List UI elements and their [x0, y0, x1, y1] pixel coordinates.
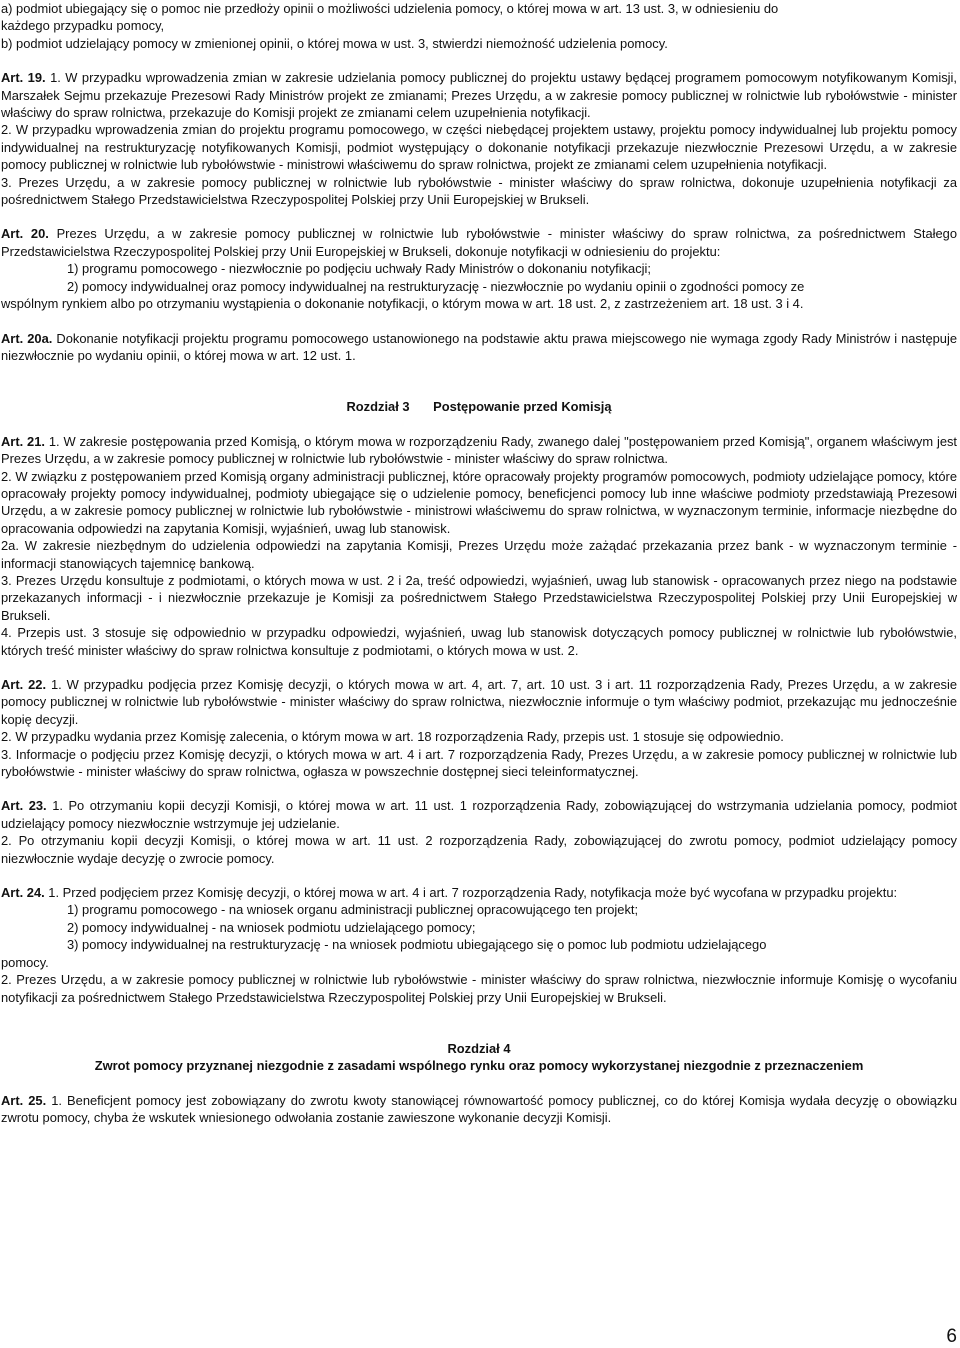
article-25 [1, 1092, 957, 1127]
article-19-p2: 2. W przypadku wprowadzenia zmian do projektu programu pomocowego, w części niebędącej projektem ustawy, projektu pomocy indywidualnej lub projektu pomocy indywidualnej na restrukturyzację notyfikowanych Komisji, podmiot występujący o dokonanie notyfikacji przekazuje niezwłocznie Prezesowi Urzędu, a w zakresie pomocy publicznej w rolnictwie lub rybołówstwie - ministrowi właściwemu do spraw rolnictwa, projekt ze zmianami celem uzupełnienia notyfikacji. [1, 122, 957, 173]
page-number: 6 [946, 1326, 957, 1347]
article-20 [1, 225, 957, 312]
article-24-p2: 2. Prezes Urzędu, a w zakresie pomocy publicznej w rolnictwie lub rybołówstwie - minister właściwy do spraw rolnictwa, niezwłocznie informuje Komisję o wycofaniu notyfikacji za pośrednictwem Stałego Przedstawicielstwa Rzeczypospolitej Polskiej przy Unii Europejskiej w Brukseli. [1, 972, 957, 1005]
article-21-label: Art. 21. [1, 433, 45, 449]
article-20a [1, 330, 957, 365]
article-24-item-2: 2) pomocy indywidualnej - na wniosek podmiotu udzielającego pomocy; [67, 919, 476, 935]
article-24-item-1: 1) programu pomocowego - na wniosek organu administracji publicznej opracowującego ten projekt; [67, 902, 639, 918]
article-20a-label: Art. 20a. [1, 330, 53, 346]
chapter-4-title: Zwrot pomocy przyznanej niezgodnie z zasadami wspólnego rynku oraz pomocy wykorzystanej niezgodnie z przeznaczeniem [94, 1058, 864, 1074]
article-24 [1, 884, 957, 1006]
article-20-intro: Prezes Urzędu, a w zakresie pomocy publicznej w rolnictwie lub rybołówstwie - minister właściwy do spraw rolnictwa, za pośrednictwem Stałego Przedstawicielstwa Rzeczypospolitej Polskiej przy Unii Europejskiej w Brukseli, dokonuje notyfikacji w odniesieniu do projektu: [1, 226, 957, 259]
chapter-3-title: Postępowanie przed Komisją [433, 399, 612, 415]
article-21-p4: 4. Przepis ust. 3 stosuje się odpowiednio w przypadku odpowiedzi, wyjaśnień, uwag lub stanowisk dotyczących pomocy publicznej w rolnictwie lub rybołówstwie, których treść minister właściwy do spraw rolnictwa konsultuje z podmiotami, o których mowa w ust. 2. [1, 625, 957, 658]
article-19-p1: 1. W przypadku wprowadzenia zmian w zakresie udzielania pomocy publicznej do projektu ustawy będącej programem pomocowym notyfikowanym Komisji, Marszałek Sejmu przekazuje Prezesowi Rady Ministrów projekt ze zmianami; Prezes Urzędu, a w zakresie pomocy publicznej w rolnictwie lub rybołówstwie - minister właściwy do spraw rolnictwa, przekazuje do Komisji projekt ze zmianami celem uzupełnienia notyfikacji. [1, 70, 957, 121]
article-20-item-1: 1) programu pomocowego - niezwłocznie po podjęciu uchwały Rady Ministrów o dokonaniu notyfikacji; [67, 261, 651, 277]
article-19-p3: 3. Prezes Urzędu, a w zakresie pomocy publicznej w rolnictwie lub rybołówstwie - minister właściwy do spraw rolnictwa, dokonuje uzupełnienia notyfikacji za pośrednictwem Stałego Przedstawicielstwa Rzeczypospolitej Polskiej przy Unii Europejskiej w Brukseli. [1, 174, 957, 208]
article-20-item-2: 2) pomocy indywidualnej oraz pomocy indywidualnej na restrukturyzację - niezwłocznie po wydaniu opinii o zgodności pomocy ze [67, 278, 805, 294]
article-22-p2: 2. W przypadku wydania przez Komisję zalecenia, o którym mowa w art. 18 rozporządzenia Rady, przepis ust. 1 stosuje się odpowiednio. [1, 729, 784, 745]
article-19-label: Art. 19. [1, 70, 46, 86]
article-21-p3: 3. Prezes Urzędu konsultuje z podmiotami, o których mowa w ust. 2 i 2a, treść odpowiedzi, wyjaśnień, uwag lub stanowisk - opracowanych przez niego na podstawie przekazanych informacji - i niezwłocznie przekazuje je Komisji za pośrednictwem Stałego Przedstawicielstwa Rzeczypospolitej Polskiej przy Unii Europejskiej w Brukseli. [1, 572, 957, 623]
article-24-intro: 1. Przed podjęciem przez Komisję decyzji, o której mowa w art. 4 i art. 7 rozporządzenia Rady, notyfikacja może być wycofana w przypadku projektu: [48, 885, 898, 901]
article-24-item-3: 3) pomocy indywidualnej na restrukturyzację - na wniosek podmiotu ubiegającego się o pomoc lub podmiotu udzielającego [67, 937, 767, 953]
article-20a-text: Dokonanie notyfikacji projektu programu pomocowego ustanowionego na podstawie aktu prawa miejscowego nie wymaga zgody Rady Ministrów i następuje niezwłocznie po wydaniu opinii, o której mowa w art. 12 ust. 1. [1, 330, 958, 363]
article-22-label: Art. 22. [1, 677, 47, 692]
article-20-item-2-cont: wspólnym rynkiem albo po otrzymaniu wystąpienia o dokonanie notyfikacji, o którym mowa w art. 18 ust. 2, z zastrzeżeniem art. 18 ust. 3 i 4. [1, 296, 804, 312]
article-19 [1, 69, 957, 208]
article-24-item-3-cont: pomocy. [1, 954, 49, 970]
article-24-label: Art. 24. [1, 885, 45, 901]
article-22-p3: 3. Informacje o podjęciu przez Komisję decyzji, o których mowa w art. 4 i art. 7 rozporządzenia Rady, Prezes Urzędu, a w zakresie pomocy publicznej w rolnictwie lub rybołówstwie - minister właściwy do spraw rolnictwa, ogłasza w powszechnie dostępnej sieci teleinformatycznej. [1, 746, 957, 780]
chapter-4-number: Rozdział 4 [447, 1040, 511, 1056]
article-21 [1, 433, 957, 659]
chapter-3-heading [1, 398, 957, 415]
article-21-p2a: 2a. W zakresie niezbędnym do udzielenia odpowiedzi na zapytania Komisji, Prezes Urzędu może zażądać przekazania przez bank - w wyznaczonym terminie - informacji stanowiących tajemnicę bankową. [1, 538, 957, 571]
item-a-continuation: każdego przypadku pomocy, [1, 18, 165, 34]
article-21-p2: 2. W związku z postępowaniem przed Komisją organy administracji publicznej, które opracowały projekty programów pomocowych, podmioty udzielające pomocy, które opracowały projekty pomocy indywidualnej, podmioty ubiegające się o udzielenie pomocy, beneficjenci pomocy lub inne właściwe podmioty przedstawiają Prezesowi Urzędu, a w zakresie pomocy publicznej w rolnictwie lub rybołówstwie - ministrowi właściwemu do spraw rolnictwa, w wyznaczonym terminie, informacje niezbędne do opracowania odpowiedzi na zapytania Komisji, wyjaśnień, uwag lub stanowisk. [1, 468, 957, 536]
article-22 [1, 676, 957, 780]
item-b: b) podmiot udzielający pomocy w zmienionej opinii, o której mowa w ust. 3, stwierdzi niemożność udzielenia pomocy. [1, 35, 668, 51]
article-22-p1: 1. W przypadku podjęcia przez Komisję decyzji, o których mowa w art. 4, art. 7, art. 10 ust. 3 i art. 11 rozporządzenia Rady, Prezes Urzędu, a w zakresie pomocy publicznej w rolnictwie lub rybołówstwie - minister właściwy do spraw rolnictwa, niezwłocznie informuje o tym właściwy podmiot, przekazując mu jednocześnie kopię decyzji. [1, 677, 957, 727]
article-21-p1: 1. W zakresie postępowania przed Komisją, o którym mowa w rozporządzeniu Rady, zwanego dalej "postępowaniem przed Komisją", organem właściwym jest Prezes Urzędu, a w zakresie pomocy publicznej w rolnictwie lub rybołówstwie - minister właściwy do spraw rolnictwa. [1, 433, 958, 467]
item-a: a) podmiot ubiegający się o pomoc nie przedłoży opinii o możliwości udzielenia pomocy, o której mowa w art. 13 ust. 3, w odniesieniu do [1, 1, 779, 16]
article-20-label: Art. 20. [1, 226, 49, 242]
article-23 [1, 797, 957, 867]
chapter-3-number: Rozdział 3 [346, 399, 410, 415]
article-25-label: Art. 25. [1, 1092, 47, 1108]
article-23-label: Art. 23. [1, 798, 47, 814]
article-23-p2: 2. Po otrzymaniu kopii decyzji Komisji, o której mowa w art. 11 ust. 2 rozporządzenia Rady, zobowiązującej do zwrotu pomocy, podmiot udzielający pomocy niezwłocznie wydaje decyzję o zwrocie pomocy. [1, 833, 957, 866]
article-23-p1: 1. Po otrzymaniu kopii decyzji Komisji, o której mowa w art. 11 ust. 1 rozporządzenia Rady, zobowiązującej do wstrzymania udzielania pomocy, podmiot udzielający pomocy niezwłocznie wstrzymuje jej udzielanie. [1, 798, 958, 831]
article-25-p1: 1. Beneficjent pomocy jest zobowiązany do zwrotu kwoty stanowiącej równowartość pomocy publicznej, co do której Komisja wydała decyzję o obowiązku zwrotu pomocy, chyba że wskutek wniesionego odwołania zostanie zawieszone wykonanie decyzji Komisji. [1, 1092, 957, 1126]
